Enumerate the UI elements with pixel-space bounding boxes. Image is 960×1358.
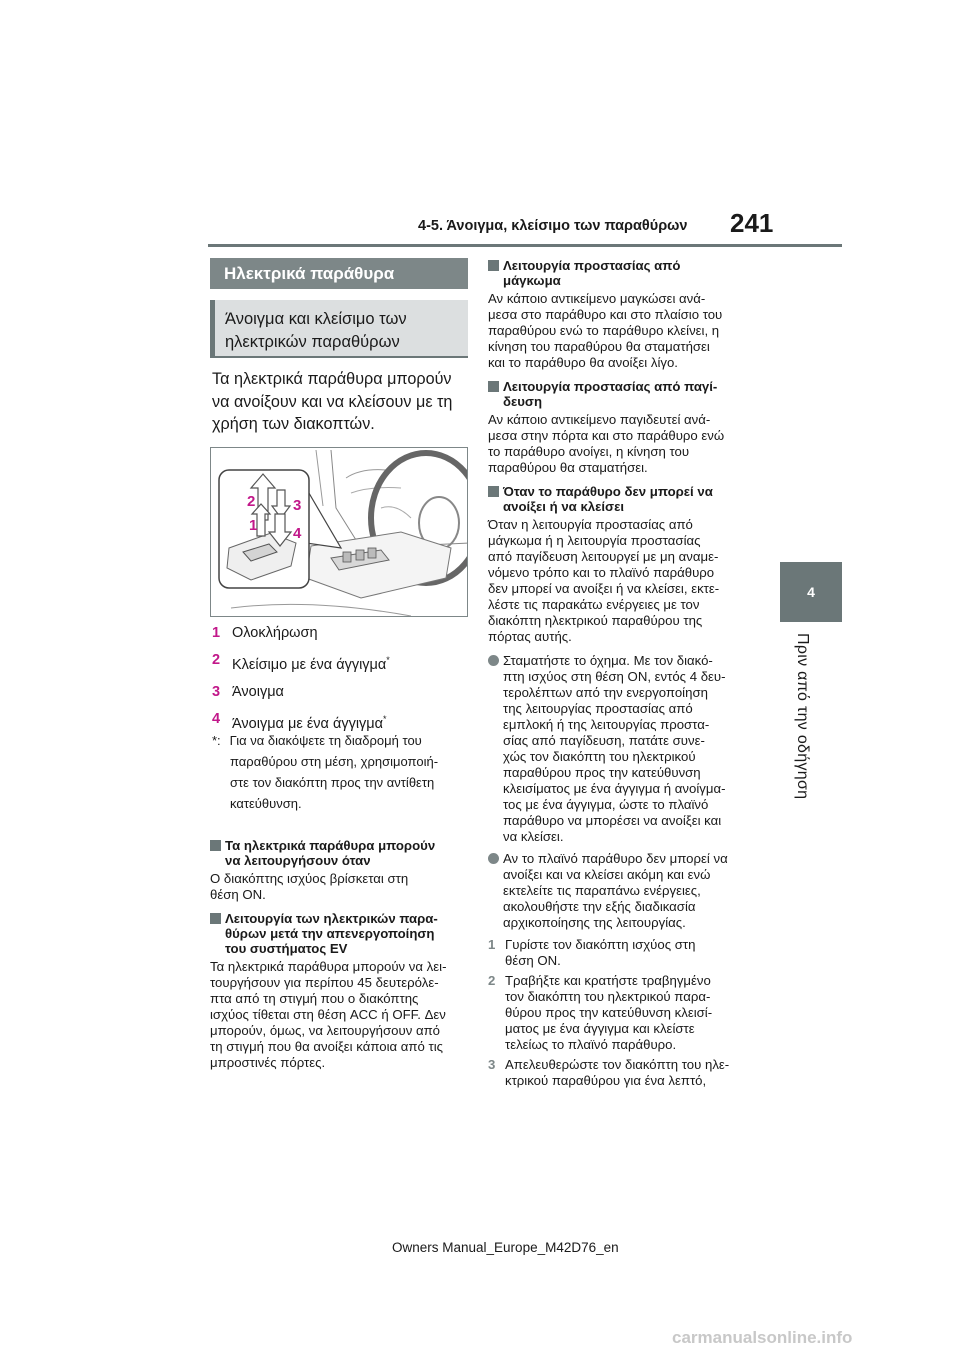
step-item — [488, 1057, 748, 1089]
bullet-line: αρχικοποίησης της λειτουργίας. — [503, 915, 686, 930]
heading-line: ανοίξει ή να κλείσει — [503, 499, 624, 514]
step-line: τον διακόπτη του ηλεκτρικού παρα- — [505, 989, 711, 1004]
bullet-line: τος με ένα άγγιγμα, ώστε το πλαϊνό — [503, 797, 709, 812]
heading-line: θύρων μετά την απενεργοποίηση — [225, 926, 435, 941]
list-item — [212, 624, 472, 642]
bullet-line: Σταματήστε το όχημα. Με τον διακό- — [503, 653, 713, 668]
step-line: θέση ON. — [505, 953, 561, 968]
right-info-column — [488, 258, 748, 1093]
body-line: δεν μπορεί να ανοίξει ή να κλείσει, εκτε- — [488, 581, 720, 596]
body-line: Αν κάποιο αντικείμενο μαγκώσει ανά- — [488, 291, 706, 306]
subsection-title — [210, 300, 468, 358]
step-line: Απελευθερώστε τον διακόπτη του ηλε- — [505, 1057, 730, 1072]
item-number: 1 — [212, 625, 221, 641]
running-header-section: 4-5. Άνοιγμα, κλείσιμο των παραθύρων — [418, 218, 688, 234]
body-line: Όταν η λειτουργία προστασίας από — [488, 517, 693, 532]
item-text: Άνοιγμα με ένα άγγιγμα — [232, 715, 384, 732]
figure-label-2: 2 — [247, 493, 256, 510]
info-body — [488, 291, 748, 371]
body-line: και το παράθυρο θα ανοίξει λίγο. — [488, 355, 678, 370]
body-line: μεσα στην πόρτα και στο παράθυρο ενώ — [488, 428, 725, 443]
body-line: μπορούν, όμως, να λειτουργήσουν από — [210, 1023, 441, 1038]
body-line: Ο διακόπτης ισχύος βρίσκεται στη — [210, 871, 409, 886]
item-number: 3 — [212, 683, 221, 700]
heading-line: Λειτουργία των ηλεκτρικών παρα- — [225, 911, 438, 926]
body-line: παραθύρου θα σταματήσει. — [488, 460, 648, 475]
bullet-line: να κλείσει. — [503, 829, 564, 844]
footnote-mark: * — [383, 713, 387, 724]
info-heading — [210, 838, 470, 868]
body-line: λέστε τις παρακάτω ενέργειες με τον — [488, 597, 700, 612]
info-body — [488, 517, 748, 645]
info-heading — [488, 379, 748, 409]
bullet-line: παραθύρου προς την κατεύθυνση — [503, 765, 701, 780]
heading-line: να λειτουργήσουν όταν — [225, 853, 371, 868]
body-line: Αν κάποιο αντικείμενο παγιδευτεί ανά- — [488, 412, 711, 427]
step-item — [488, 937, 748, 969]
item-text: Άνοιγμα — [232, 683, 284, 700]
body-line: μπροστινές πόρτες. — [210, 1055, 326, 1070]
subsection-title-line1: Άνοιγμα και κλείσιμο των — [225, 310, 407, 328]
step-line: ματος με ένα άγγιγμα και κλείστε — [505, 1021, 695, 1036]
body-line: παραθύρου ενώ το παράθυρο κλείνει, η — [488, 323, 720, 338]
round-bullet-icon — [488, 853, 499, 864]
intro-line: χρήση των διακοπτών. — [212, 415, 375, 433]
bullet-line: ανοίξει και να κλείσει ακόμη και ενώ — [503, 867, 711, 882]
item-number: 4 — [212, 710, 221, 727]
item-text: Ολοκλήρωση — [232, 625, 318, 641]
info-heading — [488, 484, 748, 514]
round-bullet-icon — [488, 655, 499, 666]
body-line: από παγίδευση λειτουργεί με μη αναμε- — [488, 549, 719, 564]
footnote-line: στε τον διακόπτη προς την αντίθετη — [230, 775, 435, 790]
item-number: 2 — [212, 652, 221, 668]
figure-label-4: 4 — [293, 525, 302, 542]
step-line: κτρικού παραθύρου για ένα λεπτό, — [505, 1073, 707, 1088]
heading-line: Λειτουργία προστασίας από παγί- — [503, 379, 718, 394]
header-rule — [208, 244, 842, 247]
page-number: 241 — [730, 208, 774, 238]
bullet-line: παράθυρο να μπορέσει να ανοίξει και — [503, 813, 722, 828]
intro-line: να ανοίξουν και να κλείσουν με τη — [212, 392, 453, 411]
window-switch-figure — [210, 447, 468, 617]
step-number: 1 — [488, 937, 496, 952]
footnote-line: Για να διακόψετε τη διαδρομή του — [229, 733, 422, 748]
bullet-line: σίας από παγίδευση, πατάτε συνε- — [503, 733, 705, 748]
chapter-tab: 4 — [780, 562, 842, 622]
window-switch-illustration — [211, 448, 468, 617]
left-info-column — [210, 838, 470, 1079]
body-line: θέση ON. — [210, 887, 266, 902]
square-bullet-icon — [488, 260, 499, 271]
square-bullet-icon — [210, 913, 221, 924]
body-line: πόρτας αυτής. — [488, 629, 572, 644]
footnote-line: παραθύρου στη μέση, χρησιμοποιή- — [230, 754, 439, 769]
figure-label-1: 1 — [249, 517, 258, 534]
step-line: Γυρίστε τον διακόπτη ισχύος στη — [505, 937, 696, 952]
figure-label-3: 3 — [293, 497, 302, 514]
bullet-line: πτη ισχύος στη θέση ON, εντός 4 δευ- — [503, 669, 726, 684]
list-item — [212, 683, 472, 701]
body-line: ισχύος τίθεται στη θέση ACC ή OFF. Δεν — [210, 1007, 446, 1022]
subsection-title-line2: ηλεκτρικών παραθύρων — [225, 333, 400, 351]
watermark: carmanualsonline.info — [672, 1328, 853, 1347]
info-body — [210, 871, 470, 903]
bullet-line: εμπλοκή ή της λειτουργίας προστα- — [503, 717, 710, 732]
bullet-line: τερολέπτων από την ενεργοποίηση — [503, 685, 708, 700]
heading-line: Όταν το παράθυρο δεν μπορεί να — [503, 484, 713, 499]
item-text: Κλείσιμο με ένα άγγιγμα — [232, 656, 387, 673]
bullet-line: χώς τον διακόπτη του ηλεκτρικού — [503, 749, 696, 764]
heading-line: του συστήματος EV — [225, 941, 348, 956]
body-line: τουργήσουν για περίπου 45 δευτερόλε- — [210, 975, 439, 990]
body-line: μεσα στο παράθυρο και στο πλαίσιο του — [488, 307, 723, 322]
body-line: κίνηση του παραθύρου θα σταματήσει — [488, 339, 710, 354]
step-number: 3 — [488, 1057, 496, 1072]
intro-paragraph — [212, 368, 472, 436]
step-line: Τραβήξτε και κρατήστε τραβηγμένο — [505, 973, 711, 988]
info-heading — [210, 911, 470, 956]
info-body — [488, 412, 748, 476]
footnote — [212, 730, 470, 814]
body-line: μάγκωμα ή η λειτουργία προστασίας — [488, 533, 701, 548]
bullet-line: εκτελείτε τις παραπάνω ενέργειες, — [503, 883, 701, 898]
section-title: Ηλεκτρικά παράθυρα — [210, 258, 468, 289]
heading-line: Τα ηλεκτρικά παράθυρα μπορούν — [225, 838, 436, 853]
body-line: νόμενο τρόπο και το πλαϊνό παράθυρο — [488, 565, 715, 580]
square-bullet-icon — [488, 486, 499, 497]
list-item — [212, 651, 472, 674]
square-bullet-icon — [210, 840, 221, 851]
body-line: τη στιγμή που θα ανοίξει κάποια από τις — [210, 1039, 444, 1054]
bullet-line: Αν το πλαϊνό παράθυρο δεν μπορεί να — [503, 851, 728, 866]
info-body — [210, 959, 470, 1071]
step-line: θύρου προς την κατεύθυνση κλεισί- — [505, 1005, 713, 1020]
body-line: το παράθυρο ανοίγει, η κίνηση του — [488, 444, 690, 459]
chapter-title-vertical: Πριν από την οδήγηση — [794, 633, 811, 800]
step-item — [488, 973, 748, 1053]
step-line: τελείως το πλαϊνό παράθυρο. — [505, 1037, 677, 1052]
heading-line: δευση — [503, 394, 543, 409]
bullet-line: της λειτουργίας προστασίας από — [503, 701, 693, 716]
page-footer: Owners Manual_Europe_M42D76_en — [392, 1240, 619, 1255]
bullet-item — [488, 653, 748, 845]
footnote-marker: *: — [212, 733, 221, 748]
heading-line: Λειτουργία προστασίας από — [503, 258, 681, 273]
bullet-line: ακολουθήστε την εξής διαδικασία — [503, 899, 696, 914]
footnote-mark: * — [386, 655, 390, 665]
body-line: Τα ηλεκτρικά παράθυρα μπορούν να λει- — [210, 959, 447, 974]
info-heading — [488, 258, 748, 288]
numbered-list — [212, 624, 472, 742]
intro-line: Τα ηλεκτρικά παράθυρα μπορούν — [212, 370, 452, 388]
heading-line: μάγκωμα — [503, 273, 561, 288]
bullet-line: κλεισίματος με ένα άγγιγμα ή ανοίγμα- — [503, 781, 726, 796]
footnote-line: κατεύθυνση. — [230, 796, 302, 811]
step-number: 2 — [488, 973, 496, 988]
bullet-item — [488, 851, 748, 931]
body-line: διακόπτη ηλεκτρικού παραθύρου της — [488, 613, 703, 628]
square-bullet-icon — [488, 381, 499, 392]
body-line: πτα από τη στιγμή που ο διακόπτης — [210, 991, 419, 1006]
